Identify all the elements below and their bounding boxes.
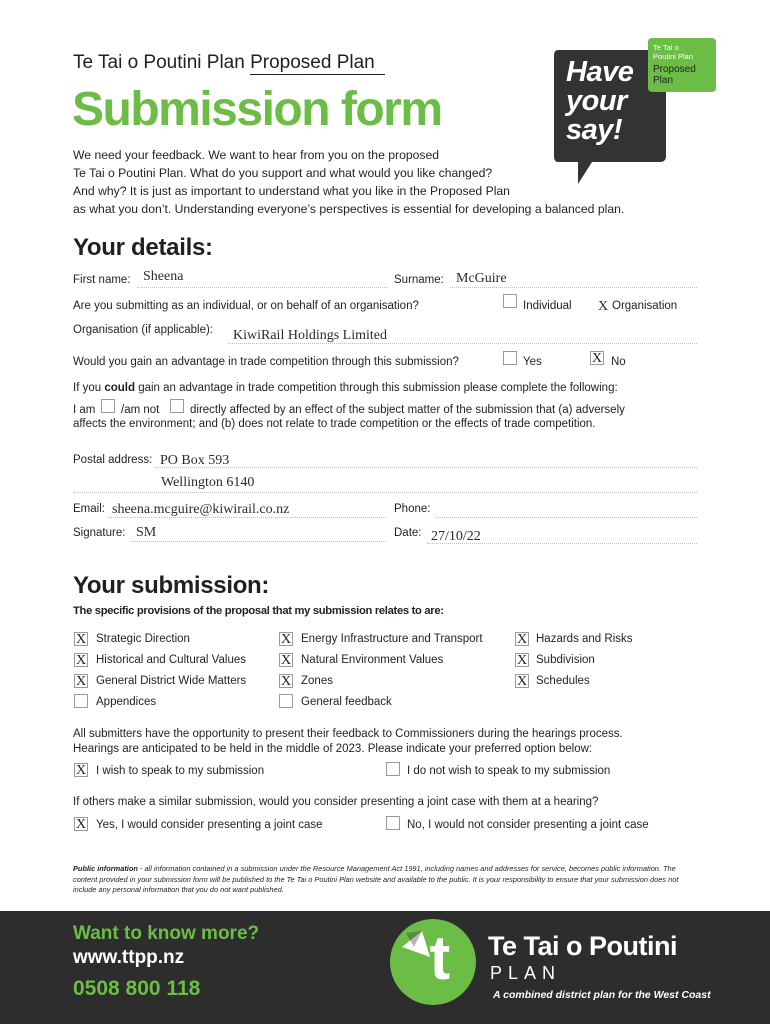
plan-title-suffix: Proposed Plan — [250, 52, 385, 75]
postal-line-1[interactable]: PO Box 593 — [160, 453, 230, 468]
submission-heading: Your submission: — [73, 572, 270, 599]
provision-general-feedback-label: General feedback — [301, 696, 392, 708]
am-not-label: /am not — [121, 404, 160, 416]
want-more-text: Want to know more? — [73, 923, 260, 944]
trade-no-label: No — [611, 356, 626, 368]
org-line — [228, 343, 697, 344]
email-label: Email: — [73, 503, 105, 515]
signature-value[interactable]: SM — [136, 525, 157, 540]
bubble-text — [566, 58, 633, 145]
could-bold: could — [104, 382, 135, 394]
am-not-checkbox[interactable] — [170, 399, 184, 413]
trade-no-checkbox[interactable]: X — [591, 351, 603, 366]
date-line — [427, 543, 697, 544]
logo-letter: t — [429, 924, 451, 993]
public-info-text: - all information contained in a submission under the Resource Management Act 1991, including names and addresses for service, becomes public information. The content provided in your submission form will be published to the Te Tai o Poutini Plan website and available to the public. It is your responsibility to ensure that your submission does not include any personal information that you do not want published. — [73, 864, 679, 894]
i-am-checkbox[interactable] — [101, 399, 115, 413]
phone-label: Phone: — [394, 503, 431, 515]
surname-line — [450, 287, 697, 288]
intro-line-3: And why? It is just as important to understand what you like in the Proposed Plan — [73, 184, 510, 198]
first-name-value[interactable]: Sheena — [143, 269, 184, 284]
could-pre: If you — [73, 382, 105, 394]
email-value[interactable]: sheena.mcguire@kiwirail.co.nz — [112, 502, 290, 517]
provision-appendices-label: Appendices — [96, 696, 157, 708]
organisation-label: Organisation — [612, 300, 678, 312]
organisation-mark[interactable]: X — [598, 299, 609, 314]
could-post: gain an advantage in trade competition through this submission please complete the following: — [135, 382, 618, 394]
date-label: Date: — [394, 527, 422, 539]
details-heading: Your details: — [73, 234, 213, 261]
provision-zones-checkbox[interactable]: X — [280, 674, 292, 689]
trade-yes-checkbox[interactable] — [503, 351, 517, 365]
joint-yes-checkbox[interactable]: X — [75, 817, 87, 832]
provision-general-district-label: General District Wide Matters — [96, 675, 247, 687]
provision-subdivision-checkbox[interactable]: X — [516, 653, 528, 668]
plan-title-prefix: Te Tai o Poutini Plan — [73, 52, 245, 73]
website-link[interactable]: www.ttpp.nz — [73, 947, 185, 968]
brand-plan: PLAN — [490, 963, 562, 983]
plan-tag — [648, 38, 716, 92]
provision-hazards-label: Hazards and Risks — [536, 633, 633, 645]
postal-label: Postal address: — [73, 454, 153, 466]
tagline: A combined district plan for the West Coast — [493, 989, 711, 1001]
no-speak-label: I do not wish to speak to my submission — [407, 765, 611, 777]
surname-value[interactable]: McGuire — [456, 271, 507, 286]
intro-line-1: We need your feedback. We want to hear from you on the proposed — [73, 148, 440, 162]
joint-no-checkbox[interactable] — [386, 816, 400, 830]
provision-energy-checkbox[interactable]: X — [280, 632, 292, 647]
intro-line-4: as what you don’t. Understanding everyone’s perspectives is essential for developing a balanced plan. — [73, 202, 625, 216]
individual-checkbox[interactable] — [503, 294, 517, 308]
provision-strategic-direction-checkbox[interactable]: X — [75, 632, 87, 647]
provision-historical-checkbox[interactable]: X — [75, 653, 87, 668]
org-label: Organisation (if applicable): — [73, 324, 213, 336]
trade-question: Would you gain an advantage in trade competition through this submission? — [73, 356, 459, 368]
joint-no-label: No, I would not consider presenting a joint case — [407, 819, 649, 831]
provision-schedules-label: Schedules — [536, 675, 590, 687]
affected-text-2: affects the environment; and (b) does not relate to trade competition or the effects of trade competition. — [73, 418, 596, 430]
date-value[interactable]: 27/10/22 — [431, 529, 481, 544]
provision-general-feedback-checkbox[interactable] — [279, 694, 293, 708]
email-line — [108, 517, 386, 518]
brand-name: Te Tai o Poutini — [488, 931, 677, 961]
provision-strategic-direction-label: Strategic Direction — [96, 633, 190, 645]
phone-line — [436, 517, 697, 518]
affected-text: directly affected by an effect of the subject matter of the submission that (a) adversely — [190, 404, 625, 416]
submission-subheading: The specific provisions of the proposal that my submission relates to are: — [73, 605, 444, 617]
plan-tag-large: Proposed Plan — [653, 64, 696, 86]
first-name-line — [137, 287, 387, 288]
speak-checkbox[interactable]: X — [75, 763, 87, 778]
signature-label: Signature: — [73, 527, 126, 539]
provision-general-district-checkbox[interactable]: X — [75, 674, 87, 689]
bubble-line-1: Have — [566, 56, 634, 88]
plan-tag-small: Te Tai o Poutini Plan — [653, 43, 694, 61]
hearing-line-2: Hearings are anticipated to be held in the middle of 2023. Please indicate your preferred option below: — [73, 743, 593, 755]
provision-schedules-checkbox[interactable]: X — [516, 674, 528, 689]
trade-yes-label: Yes — [523, 356, 542, 368]
individual-label: Individual — [523, 300, 572, 312]
provision-natural-checkbox[interactable]: X — [280, 653, 292, 668]
form-title: Submission form — [72, 83, 442, 136]
bubble-line-2: your — [566, 85, 627, 117]
org-value[interactable]: KiwiRail Holdings Limited — [233, 328, 387, 343]
provision-historical-label: Historical and Cultural Values — [96, 654, 246, 666]
intro-text — [73, 146, 713, 218]
first-name-label: First name: — [73, 274, 131, 286]
public-info — [73, 864, 701, 896]
provision-subdivision-label: Subdivision — [536, 654, 595, 666]
speak-label: I wish to speak to my submission — [96, 765, 265, 777]
phone-number: 0508 800 118 — [73, 977, 201, 1000]
postal-line-2[interactable]: Wellington 6140 — [161, 475, 255, 490]
intro-line-2: Te Tai o Poutini Plan. What do you support and what would you like changed? — [73, 166, 493, 180]
provision-appendices-checkbox[interactable] — [74, 694, 88, 708]
bubble-line-3: say! — [566, 114, 623, 146]
hearing-line-1: All submitters have the opportunity to present their feedback to Commissioners during the hearings process. — [73, 728, 623, 740]
joint-yes-label: Yes, I would consider presenting a joint case — [96, 819, 323, 831]
i-am-label: I am — [73, 404, 96, 416]
joint-question: If others make a similar submission, would you consider presenting a joint case with them at a hearing? — [73, 796, 599, 808]
provision-hazards-checkbox[interactable]: X — [516, 632, 528, 647]
postal-line-1-rule — [155, 467, 697, 468]
provision-zones-label: Zones — [301, 675, 333, 687]
public-info-bold: Public information — [73, 864, 138, 873]
surname-label: Surname: — [394, 274, 444, 286]
footer — [0, 911, 770, 1024]
provision-natural-label: Natural Environment Values — [301, 654, 444, 666]
postal-line-2-rule — [73, 492, 697, 493]
signature-line — [131, 541, 386, 542]
plan-title — [73, 52, 385, 74]
provision-energy-label: Energy Infrastructure and Transport — [301, 633, 483, 645]
could-advantage-text — [73, 382, 618, 394]
no-speak-checkbox[interactable] — [386, 762, 400, 776]
hearing-text — [73, 727, 623, 757]
submitting-question: Are you submitting as an individual, or on behalf of an organisation? — [73, 300, 419, 312]
